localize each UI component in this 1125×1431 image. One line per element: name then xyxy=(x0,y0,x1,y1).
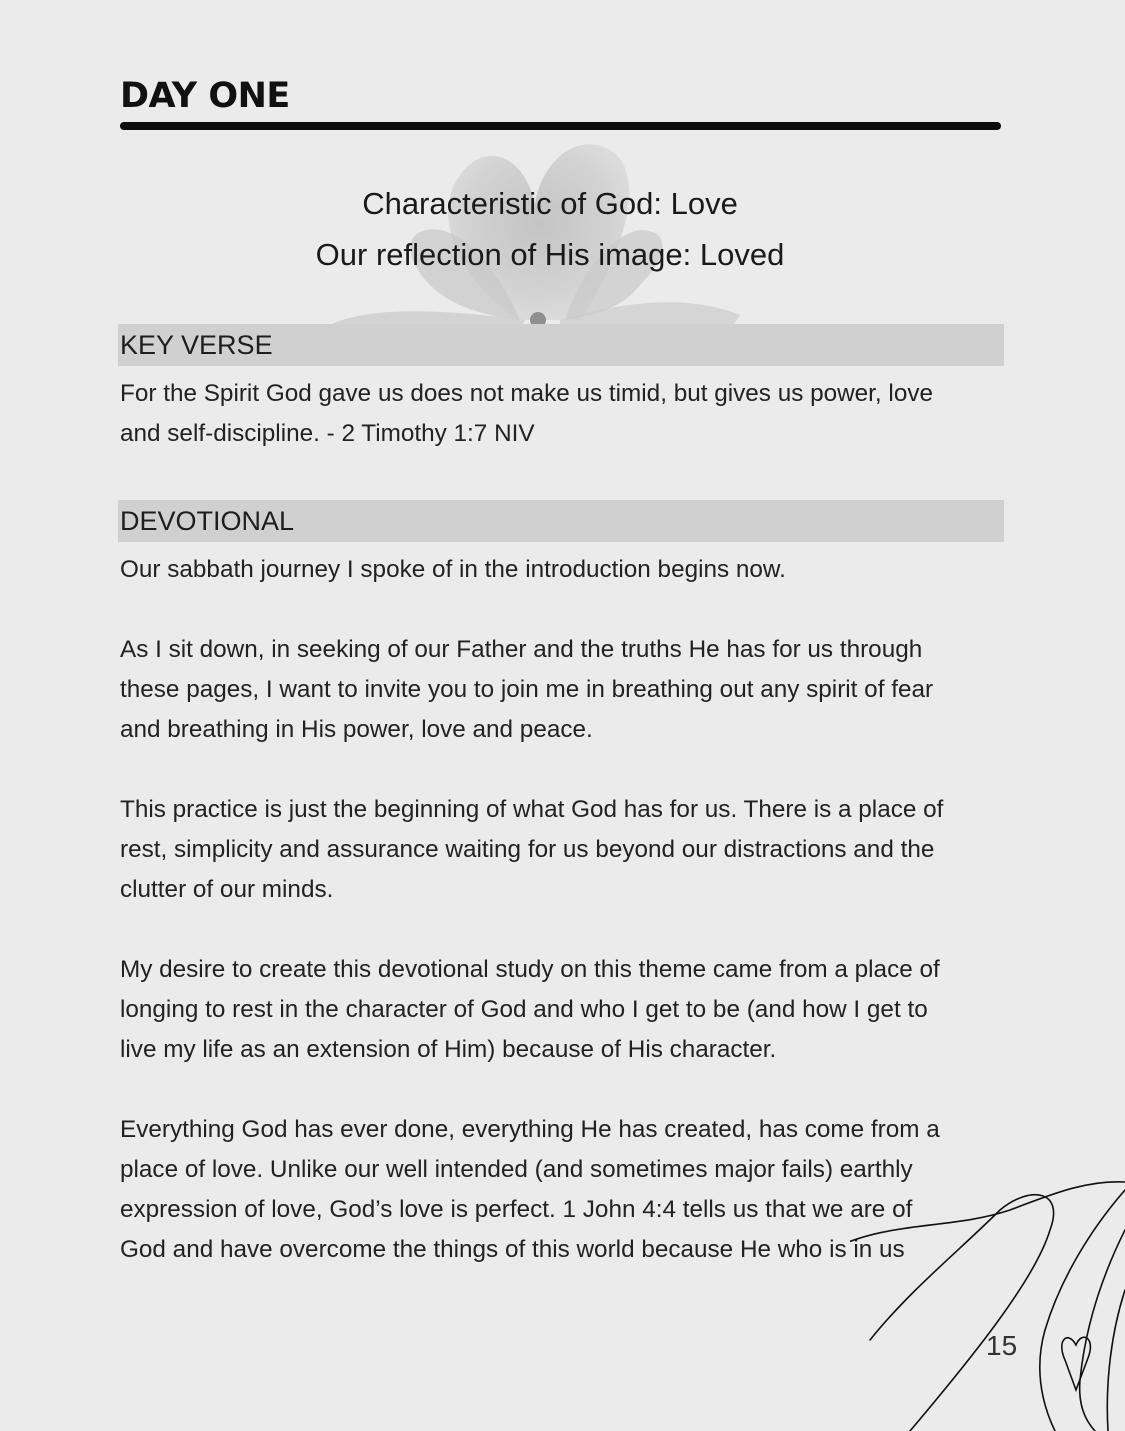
devotional-line: Our sabbath journey I spoke of in the introduction begins now. xyxy=(120,556,786,583)
key-verse-label: KEY VERSE xyxy=(120,330,273,360)
devotional-line: God and have overcome the things of this world because He who is in us xyxy=(120,1236,905,1263)
key-verse-line: and self-discipline. - 2 Timothy 1:7 NIV xyxy=(120,420,535,447)
devotional-line: these pages, I want to invite you to join me in breathing out any spirit of fear xyxy=(120,676,934,703)
key-verse-line: For the Spirit God gave us does not make us timid, but gives us power, love xyxy=(120,380,934,407)
devotional-line: As I sit down, in seeking of our Father and the truths He has for us through xyxy=(120,636,923,663)
reflection-heading: Our reflection of His image: Loved xyxy=(315,237,785,272)
page-title: DAY ONE xyxy=(120,76,290,116)
page-number: 15 xyxy=(986,1330,1018,1361)
devotional-line: clutter of our minds. xyxy=(120,876,334,903)
devotional-line: expression of love, God’s love is perfect. 1 John 4:4 tells us that we are of xyxy=(120,1196,913,1223)
flower-watermark-icon xyxy=(310,135,770,330)
devotional-line: Everything God has ever done, everything He has created, has come from a xyxy=(120,1116,940,1143)
devotional-line: My desire to create this devotional study on this theme came from a place of xyxy=(120,956,940,983)
characteristic-heading: Characteristic of God: Love xyxy=(362,186,738,221)
title-divider xyxy=(120,122,1001,130)
devotional-line: and breathing in His power, love and peace. xyxy=(120,716,593,743)
devotional-line: rest, simplicity and assurance waiting for us beyond our distractions and the xyxy=(120,836,935,863)
devotional-line: place of love. Unlike our well intended (and sometimes major fails) earthly xyxy=(120,1156,913,1183)
devotional-line: live my life as an extension of Him) because of His character. xyxy=(120,1036,777,1063)
devotional-label: DEVOTIONAL xyxy=(120,506,295,536)
devotional-line: longing to rest in the character of God and who I get to be (and how I get to xyxy=(120,996,928,1023)
devotional-line: This practice is just the beginning of what God has for us. There is a place of xyxy=(120,796,944,823)
swirl-heart-icon xyxy=(850,1170,1125,1431)
